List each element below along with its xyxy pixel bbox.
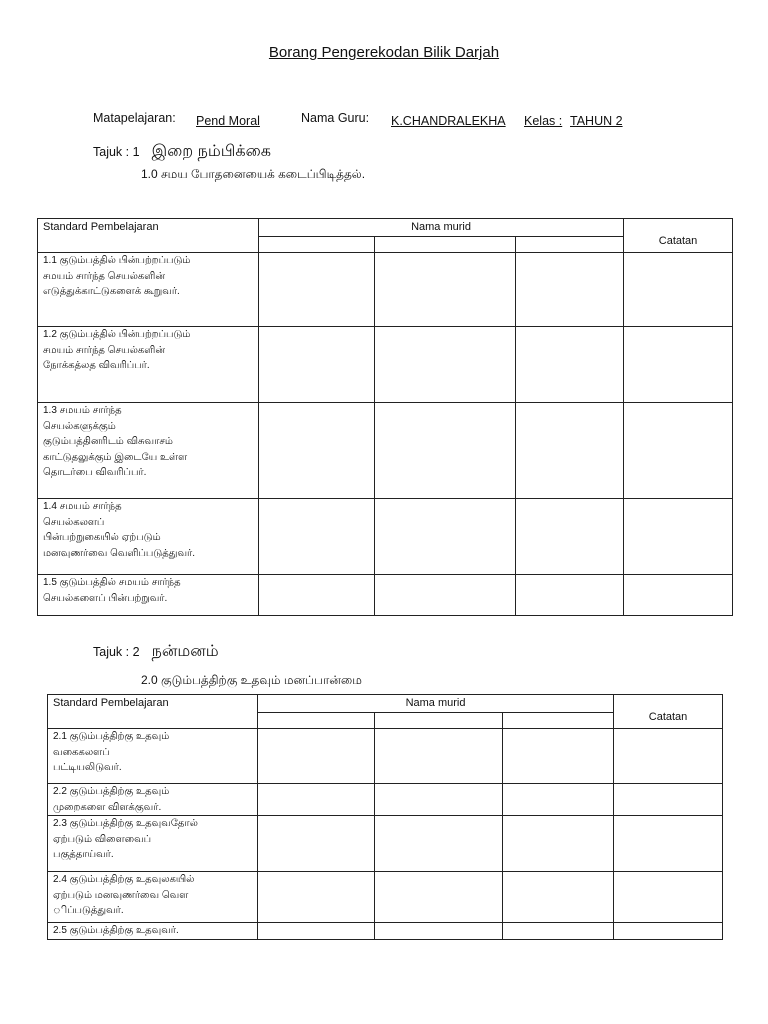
note-cell[interactable] [624, 253, 733, 327]
mark-cell[interactable] [259, 253, 375, 327]
standard-cell: 1.3 சமயம் சார்ந்த செயல்களுக்கும் குடும்பத்தினரிடம் விசுவாசம் காட்டுதலுக்கும் இடையே உள்ள தொடர்பை விவரிப்பர். [38, 403, 259, 499]
mark-cell[interactable] [503, 923, 614, 940]
mark-cell[interactable] [258, 729, 375, 784]
note-cell[interactable] [614, 784, 723, 816]
standard-cell: 2.2 குடும்பத்திற்கு உதவும் முறைகளை விளக்குவர். [48, 784, 258, 816]
mark-cell[interactable] [503, 784, 614, 816]
section1-heading [93, 142, 271, 162]
section1-table [37, 218, 733, 616]
section1-tajuk-label: Tajuk : 1 [93, 145, 140, 159]
mark-cell[interactable] [258, 872, 375, 923]
table-row [48, 729, 723, 784]
section1-subtitle: 1.0 சமய போதனையைக் கடைப்பிடித்தல். [141, 167, 366, 181]
standard-cell: 2.1 குடும்பத்திற்கு உதவும் வகைகலளப் பட்டியலிடுவர். [48, 729, 258, 784]
standard-cell: 2.4 குடும்பத்திற்கு உதவுலகயில் ஏற்படும் மனவுணர்வை வெள ிப்படுத்துவர். [48, 872, 258, 923]
standard-cell: 1.1 குடும்பத்தில் பின்பற்றப்படும் சமயம் சார்ந்த செயல்களின் எடுத்துக்காட்டுகளைக் கூறுவர். [38, 253, 259, 327]
header-nama-murid: Nama murid [259, 219, 624, 237]
mark-cell[interactable] [375, 816, 503, 872]
mark-cell[interactable] [259, 403, 375, 499]
header-catatan: Catatan [614, 695, 723, 729]
student-col-3 [516, 237, 624, 253]
mark-cell[interactable] [258, 784, 375, 816]
mark-cell[interactable] [375, 499, 516, 575]
table-header-row [48, 695, 723, 713]
class-label: Kelas : [524, 114, 563, 128]
mark-cell[interactable] [375, 575, 516, 616]
table-row [38, 575, 733, 616]
student-col-1 [259, 237, 375, 253]
mark-cell[interactable] [259, 499, 375, 575]
section2-tajuk-title: நன்மனம் [151, 643, 219, 660]
table-row [48, 923, 723, 940]
section2-tajuk-label: Tajuk : 2 [93, 645, 140, 659]
class-value: TAHUN 2 [570, 114, 623, 128]
mark-cell[interactable] [503, 872, 614, 923]
teacher-label: Nama Guru: [301, 111, 370, 125]
mark-cell[interactable] [258, 923, 375, 940]
subject-label: Matapelajaran: [93, 111, 176, 125]
table-header-row [38, 219, 733, 237]
note-cell[interactable] [614, 872, 723, 923]
mark-cell[interactable] [375, 327, 516, 403]
standard-cell: 1.5 குடும்பத்தில் சமயம் சார்ந்த செயல்களைப் பின்பற்றுவர். [38, 575, 259, 616]
note-cell[interactable] [614, 729, 723, 784]
mark-cell[interactable] [259, 327, 375, 403]
header-standard: Standard Pembelajaran [48, 695, 258, 729]
mark-cell[interactable] [516, 253, 624, 327]
note-cell[interactable] [624, 327, 733, 403]
teacher-value: K.CHANDRALEKHA [391, 114, 506, 128]
header-catatan: Catatan [624, 219, 733, 253]
mark-cell[interactable] [375, 872, 503, 923]
section1-tajuk-title: இறை நம்பிக்கை [151, 143, 271, 160]
mark-cell[interactable] [516, 327, 624, 403]
note-cell[interactable] [624, 403, 733, 499]
student-col-2 [375, 713, 503, 729]
standard-cell: 1.2 குடும்பத்தில் பின்பற்றப்படும் சமயம் சார்ந்த செயல்களின் நோக்கத்லத விவரிப்பர். [38, 327, 259, 403]
table-row [38, 253, 733, 327]
note-cell[interactable] [614, 816, 723, 872]
mark-cell[interactable] [516, 403, 624, 499]
student-col-1 [258, 713, 375, 729]
mark-cell[interactable] [258, 816, 375, 872]
mark-cell[interactable] [375, 923, 503, 940]
mark-cell[interactable] [375, 253, 516, 327]
section2-subtitle: 2.0 குடும்பத்திற்கு உதவும் மனப்பான்மை [141, 673, 362, 687]
page-title: Borang Pengerekodan Bilik Darjah [268, 44, 500, 61]
table-row [48, 784, 723, 816]
mark-cell[interactable] [259, 575, 375, 616]
mark-cell[interactable] [375, 784, 503, 816]
note-cell[interactable] [624, 499, 733, 575]
mark-cell[interactable] [375, 403, 516, 499]
table-row [38, 403, 733, 499]
mark-cell[interactable] [516, 499, 624, 575]
standard-cell: 2.5 குடும்பத்திற்கு உதவுவர். [48, 923, 258, 940]
mark-cell[interactable] [375, 729, 503, 784]
header-standard: Standard Pembelajaran [38, 219, 259, 253]
header-nama-murid: Nama murid [258, 695, 614, 713]
note-cell[interactable] [624, 575, 733, 616]
table-row [48, 816, 723, 872]
section2-heading [93, 642, 219, 662]
note-cell[interactable] [614, 923, 723, 940]
student-col-3 [503, 713, 614, 729]
standard-cell: 1.4 சமயம் சார்ந்த செயல்கலளப் பின்பற்றுகையில் ஏற்படும் மனவுணர்வை வெளிப்படுத்துவர். [38, 499, 259, 575]
mark-cell[interactable] [503, 816, 614, 872]
mark-cell[interactable] [516, 575, 624, 616]
student-col-2 [375, 237, 516, 253]
mark-cell[interactable] [503, 729, 614, 784]
table-row [38, 499, 733, 575]
subject-value: Pend Moral [196, 114, 260, 128]
standard-cell: 2.3 குடும்பத்திற்கு உதவுவதோல் ஏற்படும் விளைவைப் பகுத்தாய்வர். [48, 816, 258, 872]
table-row [38, 327, 733, 403]
table-row [48, 872, 723, 923]
section2-table [47, 694, 723, 940]
